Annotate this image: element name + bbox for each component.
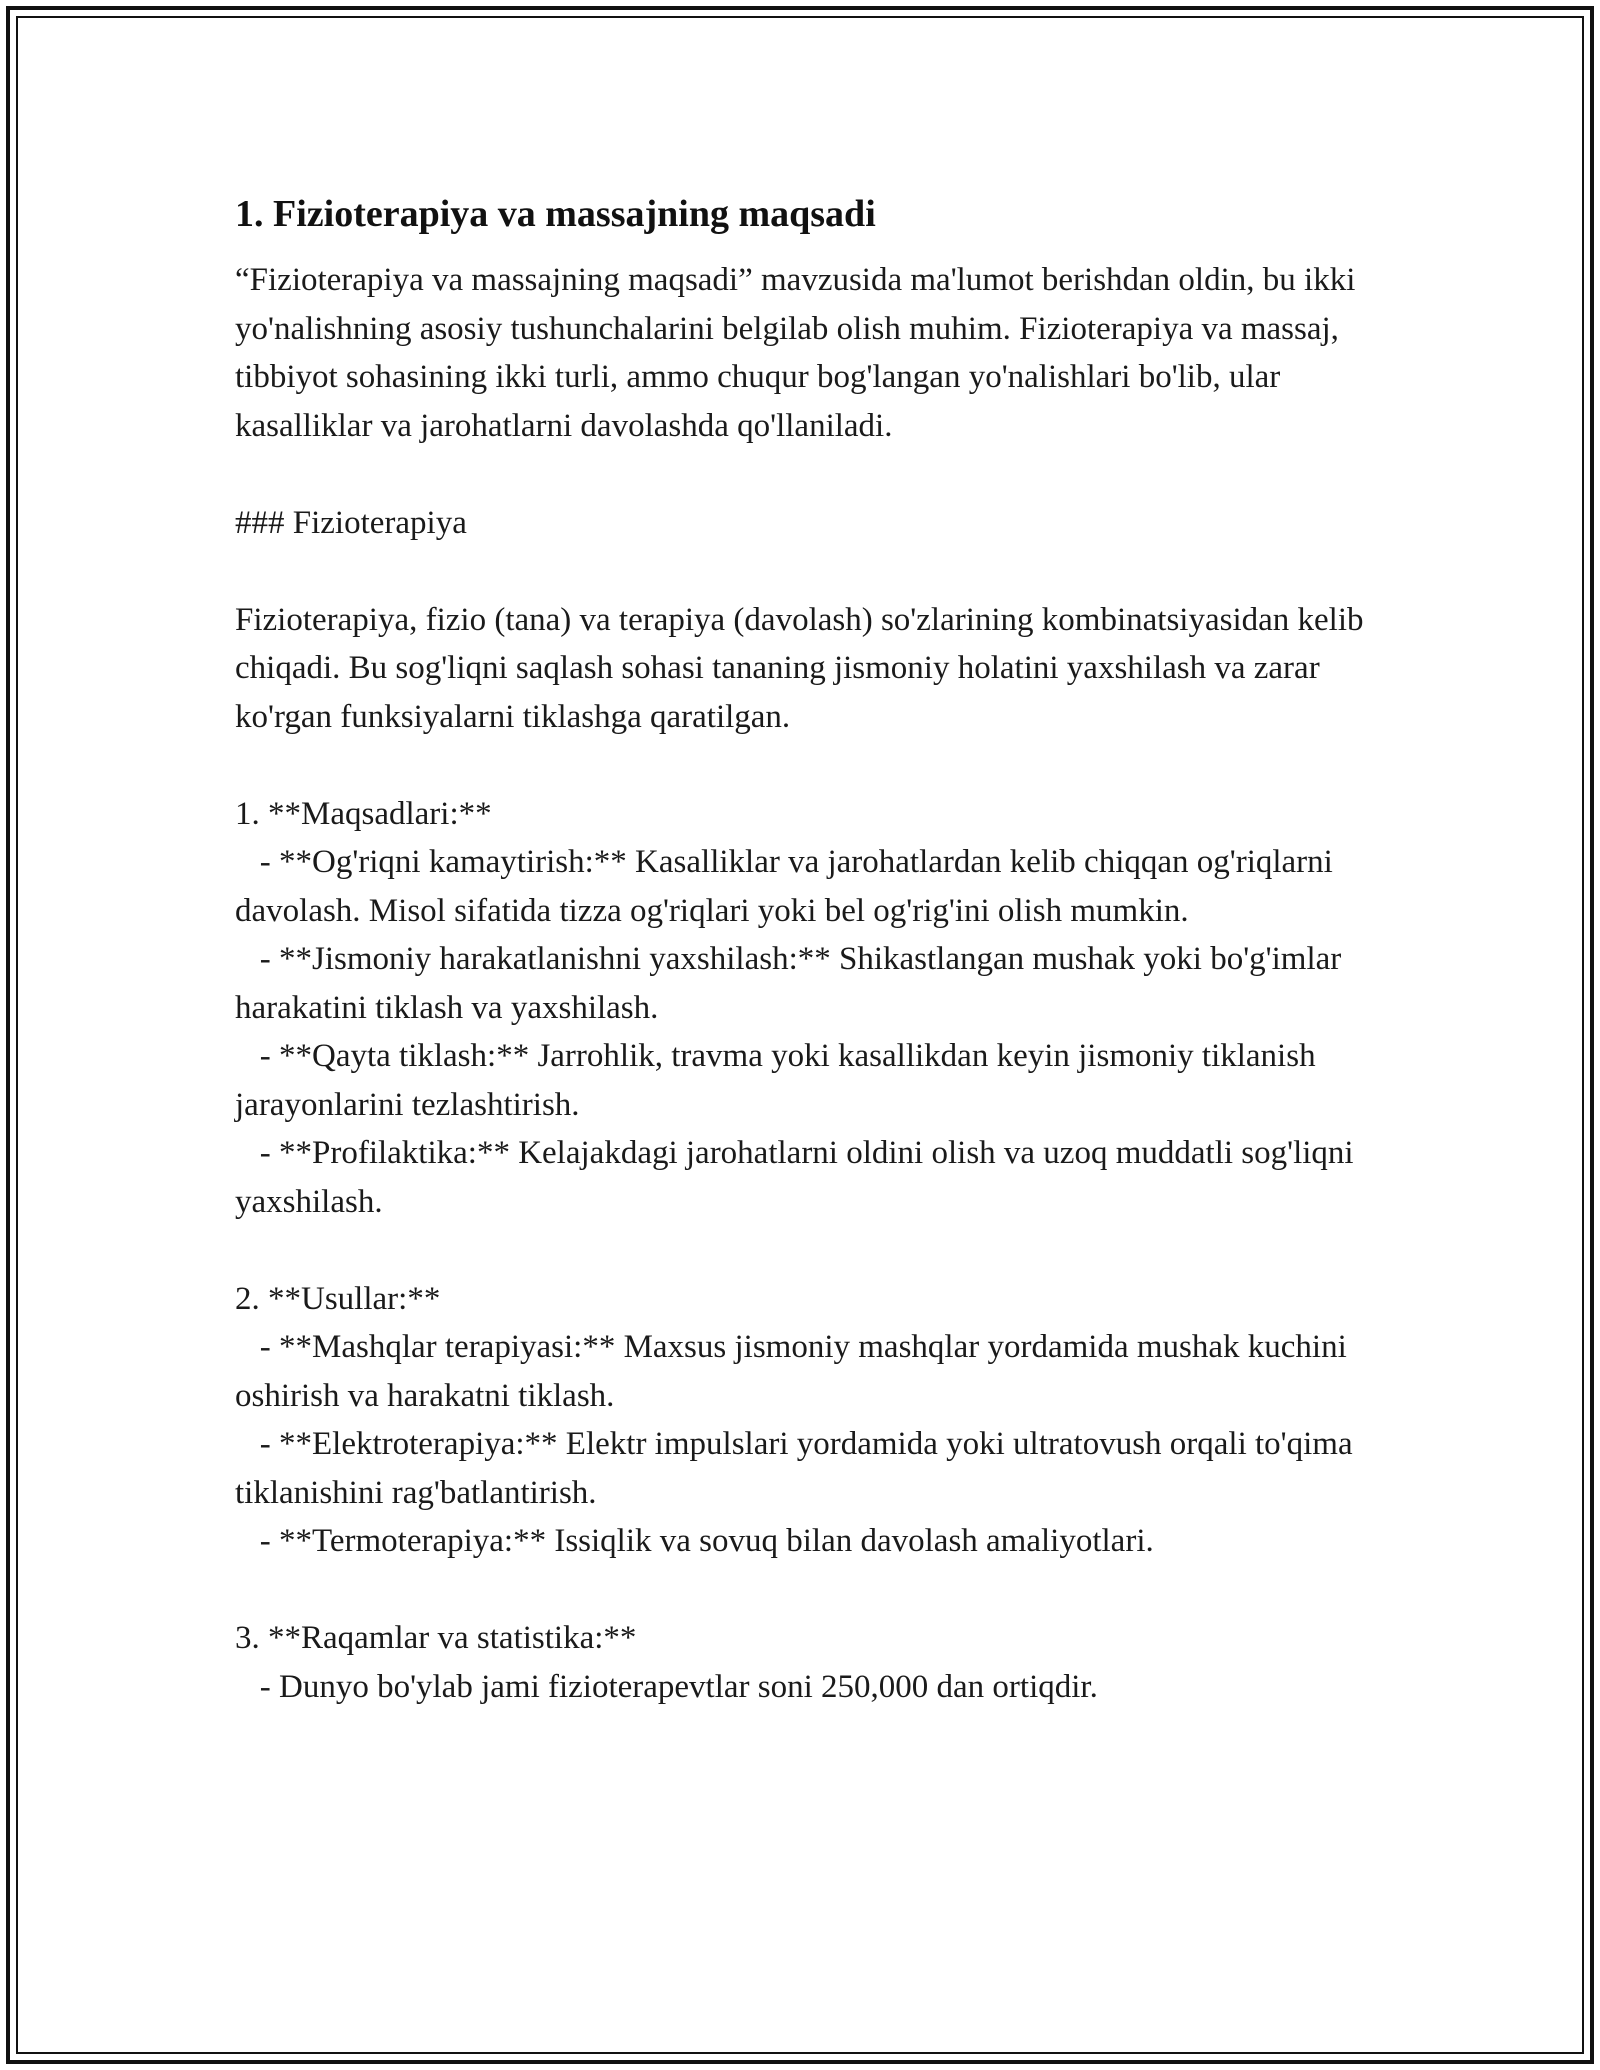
- list-item: - Dunyo bo'ylab jami fizioterapevtlar soni 250,000 dan ortiqdir.: [259, 1668, 1098, 1705]
- document-body: [235, 186, 1372, 1711]
- list-heading: 1. **Maqsadlari:**: [235, 795, 492, 832]
- list-item: - **Elektroterapiya:** Elektr impulslari yordamida yoki ultratovush orqali to'qima tiklanishini rag'batlantirish.: [235, 1426, 1353, 1511]
- list-item: - **Termoterapiya:** Issiqlik va sovuq bilan davolash amaliyotlari.: [259, 1523, 1154, 1559]
- list-section-usullar: [235, 1275, 1365, 1566]
- list-item: - **Profilaktika:** Kelajakdagi jarohatlarni oldini olish va uzoq muddatli sog'liqni yaxshilash.: [235, 1135, 1354, 1220]
- list-item: - **Jismoniy harakatlanishni yaxshilash:** Shikastlangan mushak yoki bo'g'imlar harakatini tiklash va yaxshilash.: [235, 941, 1342, 1026]
- fizioterapiya-paragraph: Fizioterapiya, fizio (tana) va terapiya (davolash) so'zlarining kombinatsiyasidan kelib chiqadi. Bu sog'liqni saqlash sohasi tananing jismoniy holatini yaxshilash va zarar ko'rgan funksiyalarni tiklashga qaratilgan.: [235, 601, 1372, 735]
- list-heading: 2. **Usullar:**: [235, 1280, 441, 1317]
- list-item: - **Qayta tiklash:** Jarrohlik, travma yoki kasallikdan keyin jismoniy tiklanish jarayonlarini tezlashtirish.: [235, 1038, 1316, 1123]
- list-section-maqsadlari: [235, 790, 1365, 1227]
- intro-paragraph: “Fizioterapiya va massajning maqsadi” mavzusida ma'lumot berishdan oldin, bu ikki yo'nalishning asosiy tushunchalarini belgilab olish muhim. Fizioterapiya va massaj, tibbiyot sohasining ikki turli, ammo chuqur bog'langan yo'nalishlari bo'lib, ular kasalliklar va jarohatlarni davolashda qo'llaniladi.: [235, 262, 1364, 444]
- list-heading: 3. **Raqamlar va statistika:**: [235, 1620, 637, 1656]
- list-item: - **Mashqlar terapiyasi:** Maxsus jismoniy mashqlar yordamida mushak kuchini oshirish va harakatni tiklash.: [235, 1329, 1347, 1414]
- list-section-statistika: [235, 1614, 1365, 1711]
- section-heading-fizioterapiya: ### Fizioterapiya: [235, 504, 467, 541]
- list-item: - **Og'riqni kamaytirish:** Kasalliklar va jarohatlardan kelib chiqqan og'riqlarni davolash. Misol sifatida tizza og'riqlari yoki bel og'rig'ini olish mumkin.: [235, 844, 1333, 929]
- document-title: 1. Fizioterapiya va massajning maqsadi: [235, 193, 876, 235]
